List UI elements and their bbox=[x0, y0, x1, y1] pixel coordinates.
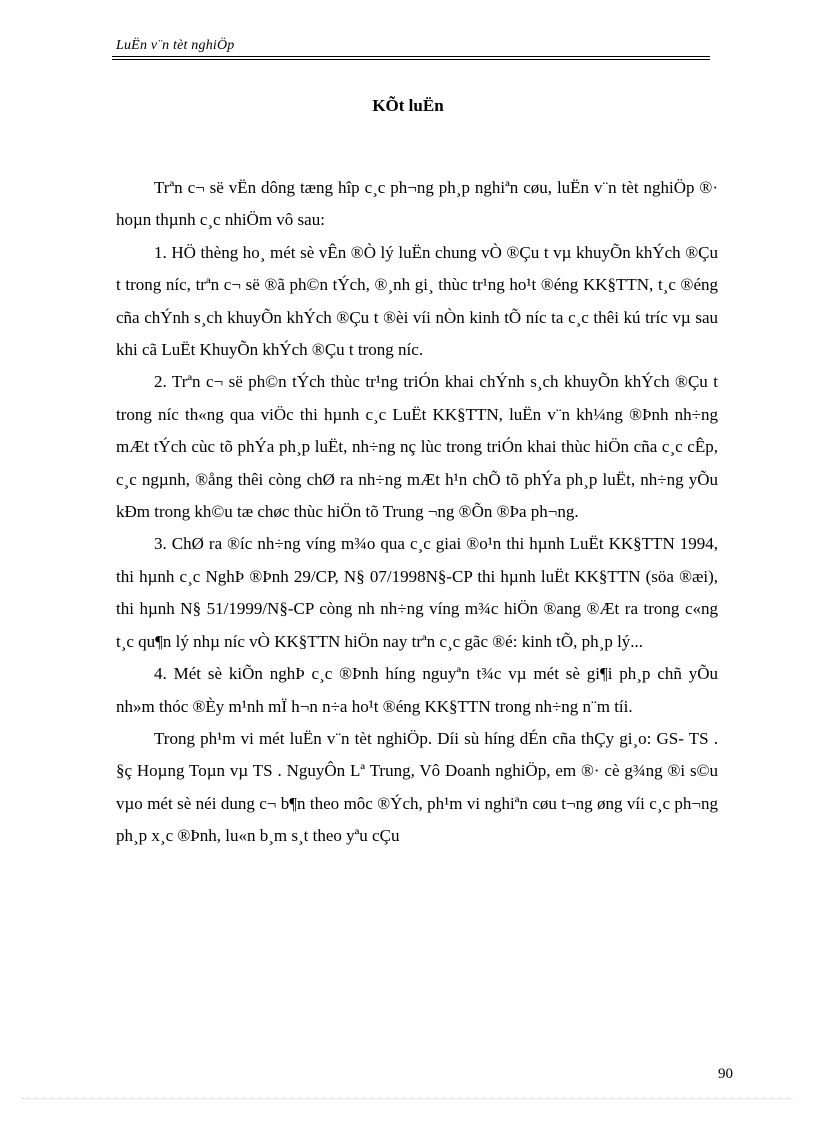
header-rule-double bbox=[112, 59, 710, 60]
intro-paragraph: Trªn c¬ së vËn dông tæng hîp c¸c ph¬ng ph¸p nghiªn cøu, luËn v¨n tèt nghiÖp ®· hoµn thµnh c¸c nhiÖm vô sau: bbox=[116, 178, 718, 230]
header-rule bbox=[112, 56, 710, 57]
list-item-2: 2. Trªn c¬ së ph©n tÝch thùc tr¹ng triÓn khai chÝnh s¸ch khuyÕn khÝch ®Çu t trong níc th«ng qua viÖc thi hµnh c¸c LuËt KK§TTN, luËn v¨n kh¼ng ®Þnh nh÷ng mÆt tÝch cùc tõ phÝa ph¸p luËt, nh÷ng nç lùc trong triÓn khai thùc hiÖn cña c¸c cÊp, c¸c ngµnh, ®ång thêi còng chØ ra nh÷ng mÆt h¹n chÕ tõ phÝa ph¸p luËt, nh÷ng yÕu kÐm trong kh©u tæ chøc thùc hiÖn tõ Trung ¬ng ®Õn ®Þa ph¬ng. bbox=[116, 372, 718, 522]
body-text bbox=[116, 172, 718, 853]
section-title: KÕt luËn bbox=[372, 96, 444, 115]
running-header: LuËn v¨n tèt nghiÖp bbox=[116, 38, 235, 53]
list-item-1: 1. HÖ thèng ho¸ mét sè vÊn ®Ò lý luËn chung vÒ ®Çu t vµ khuyÕn khÝch ®Çu t trong níc, trªn c¬ së ®ã ph©n tÝch, ®¸nh gi¸ thùc tr¹ng ho¹t ®éng KK§TTN, t¸c ®éng cña chÝnh s¸ch khuyÕn khÝch ®Çu t ®èi víi nÒn kinh tÕ níc ta c¸c thêi kú tríc vµ sau khi cã LuËt KhuyÕn khÝch ®Çu t trong níc. bbox=[116, 242, 718, 360]
footer-rule bbox=[22, 1098, 794, 1099]
closing-paragraph: Trong ph¹m vi mét luËn v¨n tèt nghiÖp. Díi sù híng dÉn cña thÇy gi¸o: GS- TS . §ç Hoµng Toµn vµ TS . NguyÔn Lª Trung, Vô Doanh nghiÖp, em ®· cè g¾ng ®i s©u vµo mét sè néi dung c¬ b¶n theo môc ®Ých, ph¹m vi nghiªn cøu t¬ng øng víi c¸c ph¬ng ph¸p x¸c ®Þnh, lu«n b¸m s¸t theo yªu cÇu bbox=[116, 728, 718, 846]
list-item-4: 4. Mét sè kiÕn nghÞ c¸c ®Þnh híng nguyªn t¾c vµ mét sè gi¶i ph¸p chñ yÕu nh»m thóc ®Èy m¹nh mÏ h¬n n÷a ho¹t ®éng KK§TTN trong nh÷ng n¨m tíi. bbox=[116, 664, 718, 716]
page-number: 90 bbox=[718, 1066, 733, 1082]
list-item-3: 3. ChØ ra ®íc nh÷ng víng m¾o qua c¸c giai ®o¹n thi hµnh LuËt KK§TTN 1994, thi hµnh c¸c NghÞ ®Þnh 29/CP, N§ 07/1998N§-CP thi hµnh luËt KK§TTN (söa ®æi), thi hµnh N§ 51/1999/N§-CP còng nh nh÷ng víng m¾c hiÖn ®ang ®Æt ra trong c«ng t¸c qu¶n lý nhµ níc vÒ KK§TTN hiÖn nay trªn c¸c gãc ®é: kinh tÕ, ph¸p lý... bbox=[116, 534, 718, 651]
